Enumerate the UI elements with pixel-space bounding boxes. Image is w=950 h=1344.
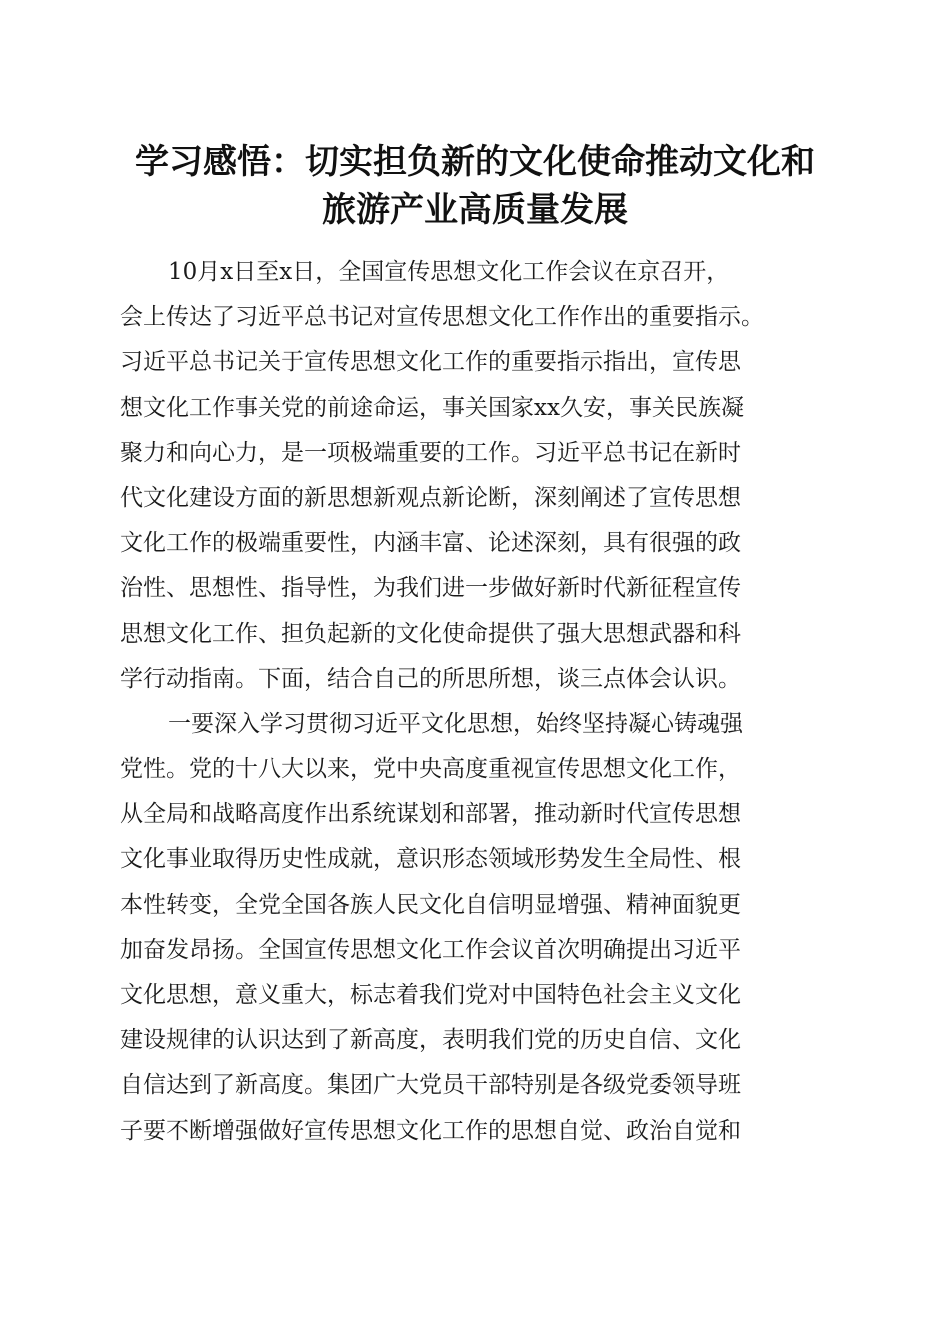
paragraph-line: 代文化建设方面的新思想新观点新论断，深刻阐述了宣传思想: [120, 484, 741, 511]
paragraph-line: 想文化工作事关党的前途命运，事关国家xx久安，事关民族凝: [120, 394, 744, 421]
paragraph-line: 一要深入学习贯彻习近平文化思想，始终坚持凝心铸魂强: [168, 710, 743, 737]
paragraph-line: 会上传达了习近平总书记对宣传思想文化工作作出的重要指示。: [120, 304, 764, 331]
paragraph-line: 从全局和战略高度作出系统谋划和部署，推动新时代宣传思想: [120, 801, 741, 828]
paragraph-line: 文化事业取得历史性成就，意识形态领域形势发生全局性、根: [120, 846, 741, 873]
paragraph-line: 学行动指南。下面，结合自己的所思所想，谈三点体会认识。: [120, 665, 741, 692]
paragraph-line: 党性。党的十八大以来，党中央高度重视宣传思想文化工作，: [120, 756, 741, 783]
title-line: 旅游产业高质量发展: [322, 190, 628, 230]
paragraph-line: 自信达到了新高度。集团广大党员干部特别是各级党委领导班: [120, 1072, 741, 1099]
paragraph-line: 文化工作的极端重要性，内涵丰富、论述深刻，具有很强的政: [120, 530, 741, 557]
paragraph-line: 习近平总书记关于宣传思想文化工作的重要指示指出，宣传思: [120, 349, 741, 376]
paragraph-line: 加奋发昂扬。全国宣传思想文化工作会议首次明确提出习近平: [120, 936, 741, 963]
paragraph-line: 思想文化工作、担负起新的文化使命提供了强大思想武器和科: [120, 620, 741, 647]
paragraph-2: [120, 702, 832, 1154]
paragraph-line: 文化思想，意义重大，标志着我们党对中国特色社会主义文化: [120, 982, 741, 1008]
paragraph-1: [120, 250, 832, 702]
paragraph-line: 本性转变，全党全国各族人民文化自信明显增强、精神面貌更: [120, 891, 741, 918]
paragraph-line: 10月x日至x日，全国宣传思想文化工作会议在京召开，: [168, 259, 730, 285]
paragraph-line: 建设规律的认识达到了新高度，表明我们党的历史自信、文化: [120, 1027, 741, 1054]
title-line: 学习感悟：切实担负新的文化使命推动文化和: [135, 142, 815, 182]
paragraph-line: 聚力和向心力，是一项极端重要的工作。习近平总书记在新时: [120, 439, 741, 466]
document-title: [110, 138, 840, 234]
paragraph-line: 治性、思想性、指导性，为我们进一步做好新时代新征程宣传: [120, 575, 741, 602]
paragraph-line: 子要不断增强做好宣传思想文化工作的思想自觉、政治自觉和: [120, 1117, 741, 1144]
document-body: [120, 250, 832, 1154]
